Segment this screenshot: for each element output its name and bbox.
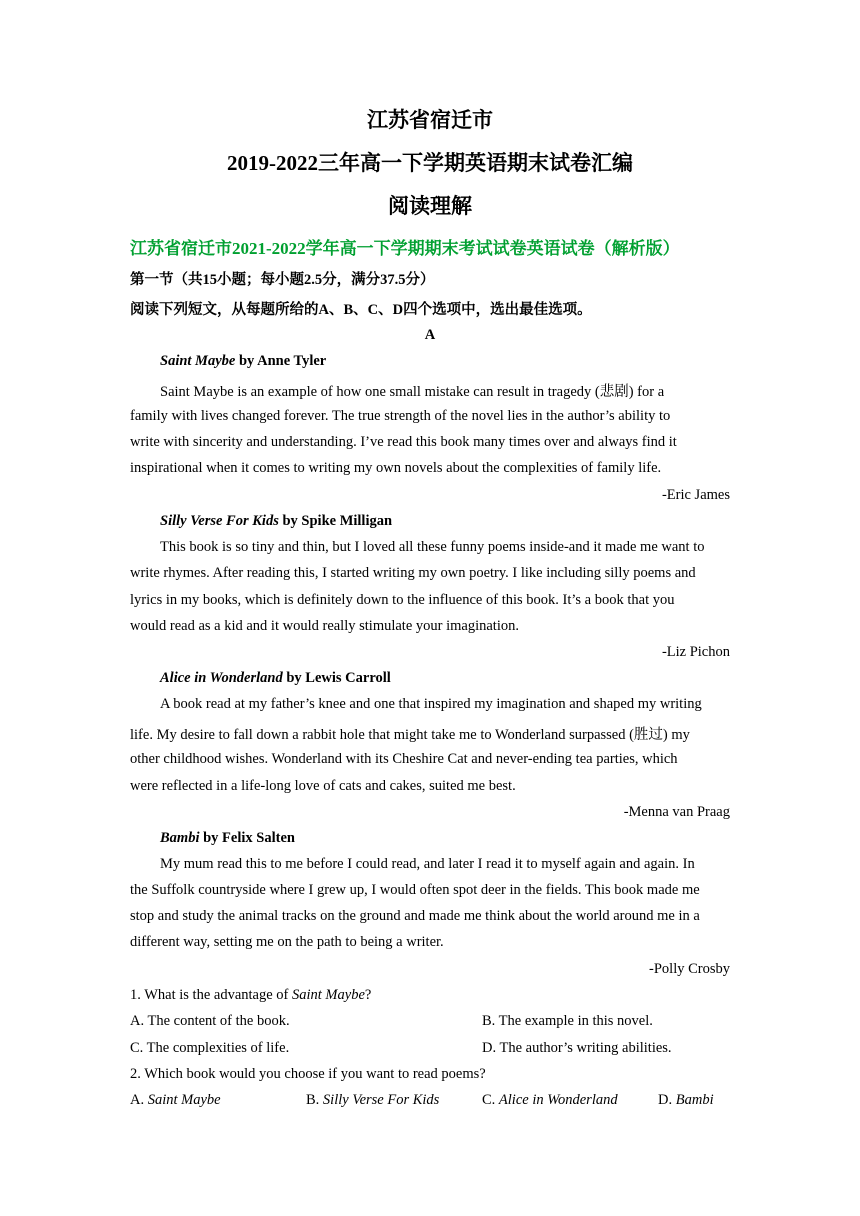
review-text-line: lyrics in my books, which is definitely down to the influence of this book. It’s a book that you (130, 592, 675, 608)
option-letter: C. (482, 1092, 499, 1108)
answer-option-a[interactable] (130, 1092, 221, 1109)
review-text-line: A book read at my father’s knee and one that inspired my imagination and shaped my writing (160, 696, 702, 712)
answer-option-d[interactable]: D. The author’s writing abilities. (482, 1040, 672, 1056)
review-text-line: would read as a kid and it would really stimulate your imagination. (130, 618, 519, 634)
review-text-line: different way, setting me on the path to being a writer. (130, 934, 444, 950)
book-author: by Lewis Carroll (282, 670, 391, 686)
book-title: Alice in Wonderland (160, 670, 283, 686)
option-letter: A. (130, 1092, 148, 1108)
source-title: 江苏省宿迁市2021-2022学年高一下学期期末考试试卷英语试卷（解析版） (130, 239, 680, 258)
question-text: 1. What is the advantage of (130, 987, 292, 1003)
option-title: Silly Verse For Kids (322, 1092, 440, 1108)
book-author: by Spike Milligan (278, 513, 393, 529)
option-title: Bambi (675, 1092, 714, 1108)
question-stem: 2. Which book would you choose if you want to read poems? (130, 1066, 486, 1082)
review-heading (160, 353, 730, 370)
passage-label: A (424, 327, 436, 343)
option-letter: D. (658, 1092, 676, 1108)
answer-option-c[interactable]: C. The complexities of life. (130, 1040, 290, 1056)
review-text-line: family with lives changed forever. The true strength of the novel lies in the author’s ability to (130, 408, 671, 424)
page-title-region: 江苏省宿迁市 (367, 108, 493, 132)
reviewer-name: -Menna van Praag (623, 804, 730, 820)
book-title: Saint Maybe (160, 353, 236, 369)
review-text-line: This book is so tiny and thin, but I loved all these funny poems inside-and it made me want to (160, 539, 705, 555)
review-heading (160, 513, 730, 530)
review-heading (160, 830, 730, 847)
question-stem (130, 987, 730, 1004)
review-text-line: write with sincerity and understanding. I’ve read this book many times over and always find it (130, 434, 677, 450)
review-text-line: other childhood wishes. Wonderland with its Cheshire Cat and never-ending tea parties, which (130, 751, 678, 767)
question-punctuation: ? (364, 987, 372, 1003)
page-title-collection: 2019-2022三年高一下学期英语期末试卷汇编 (227, 151, 633, 175)
review-text-line: My mum read this to me before I could read, and later I read it to myself again and again. In (160, 856, 695, 872)
reviewer-name: -Liz Pichon (661, 644, 730, 660)
option-letter: B. (306, 1092, 323, 1108)
book-author: by Anne Tyler (235, 353, 327, 369)
review-text-line: Saint Maybe is an example of how one small mistake can result in tragedy (悲剧) for a (160, 384, 665, 400)
answer-option-b[interactable]: B. The example in this novel. (482, 1013, 653, 1029)
instruction-text: 阅读下列短文，从每题所给的A、B、C、D四个选项中，选出最佳选项。 (130, 302, 592, 318)
reviewer-name: -Eric James (661, 487, 730, 503)
answer-option-c[interactable] (482, 1092, 618, 1109)
review-text-line: inspirational when it comes to writing my own novels about the complexities of family life. (130, 460, 662, 476)
answer-option-d[interactable] (658, 1092, 714, 1109)
book-title: Bambi (160, 830, 200, 846)
review-text-line: stop and study the animal tracks on the ground and made me think about the world around me in a (130, 908, 700, 924)
option-title: Saint Maybe (147, 1092, 221, 1108)
book-author: by Felix Salten (199, 830, 295, 846)
page-title-section: 阅读理解 (388, 194, 472, 218)
answer-option-b[interactable] (306, 1092, 439, 1109)
option-title: Alice in Wonderland (498, 1092, 618, 1108)
question-book-title: Saint Maybe (292, 987, 365, 1003)
reviewer-name: -Polly Crosby (649, 961, 730, 977)
review-text-line: life. My desire to fall down a rabbit hole that might take me to Wonderland surpassed (胜过) my (130, 727, 690, 743)
review-text-line: the Suffolk countryside where I grew up, I would often spot deer in the fields. This book made me (130, 882, 700, 898)
review-heading (160, 670, 730, 687)
answer-option-a[interactable]: A. The content of the book. (130, 1013, 290, 1029)
book-title: Silly Verse For Kids (160, 513, 279, 529)
review-text-line: were reflected in a life-long love of cats and cakes, suited me best. (130, 778, 516, 794)
part-heading: 第一节（共15小题；每小题2.5分，满分37.5分） (130, 272, 435, 288)
review-text-line: write rhymes. After reading this, I started writing my own poetry. I like including silly poems and (130, 565, 696, 581)
